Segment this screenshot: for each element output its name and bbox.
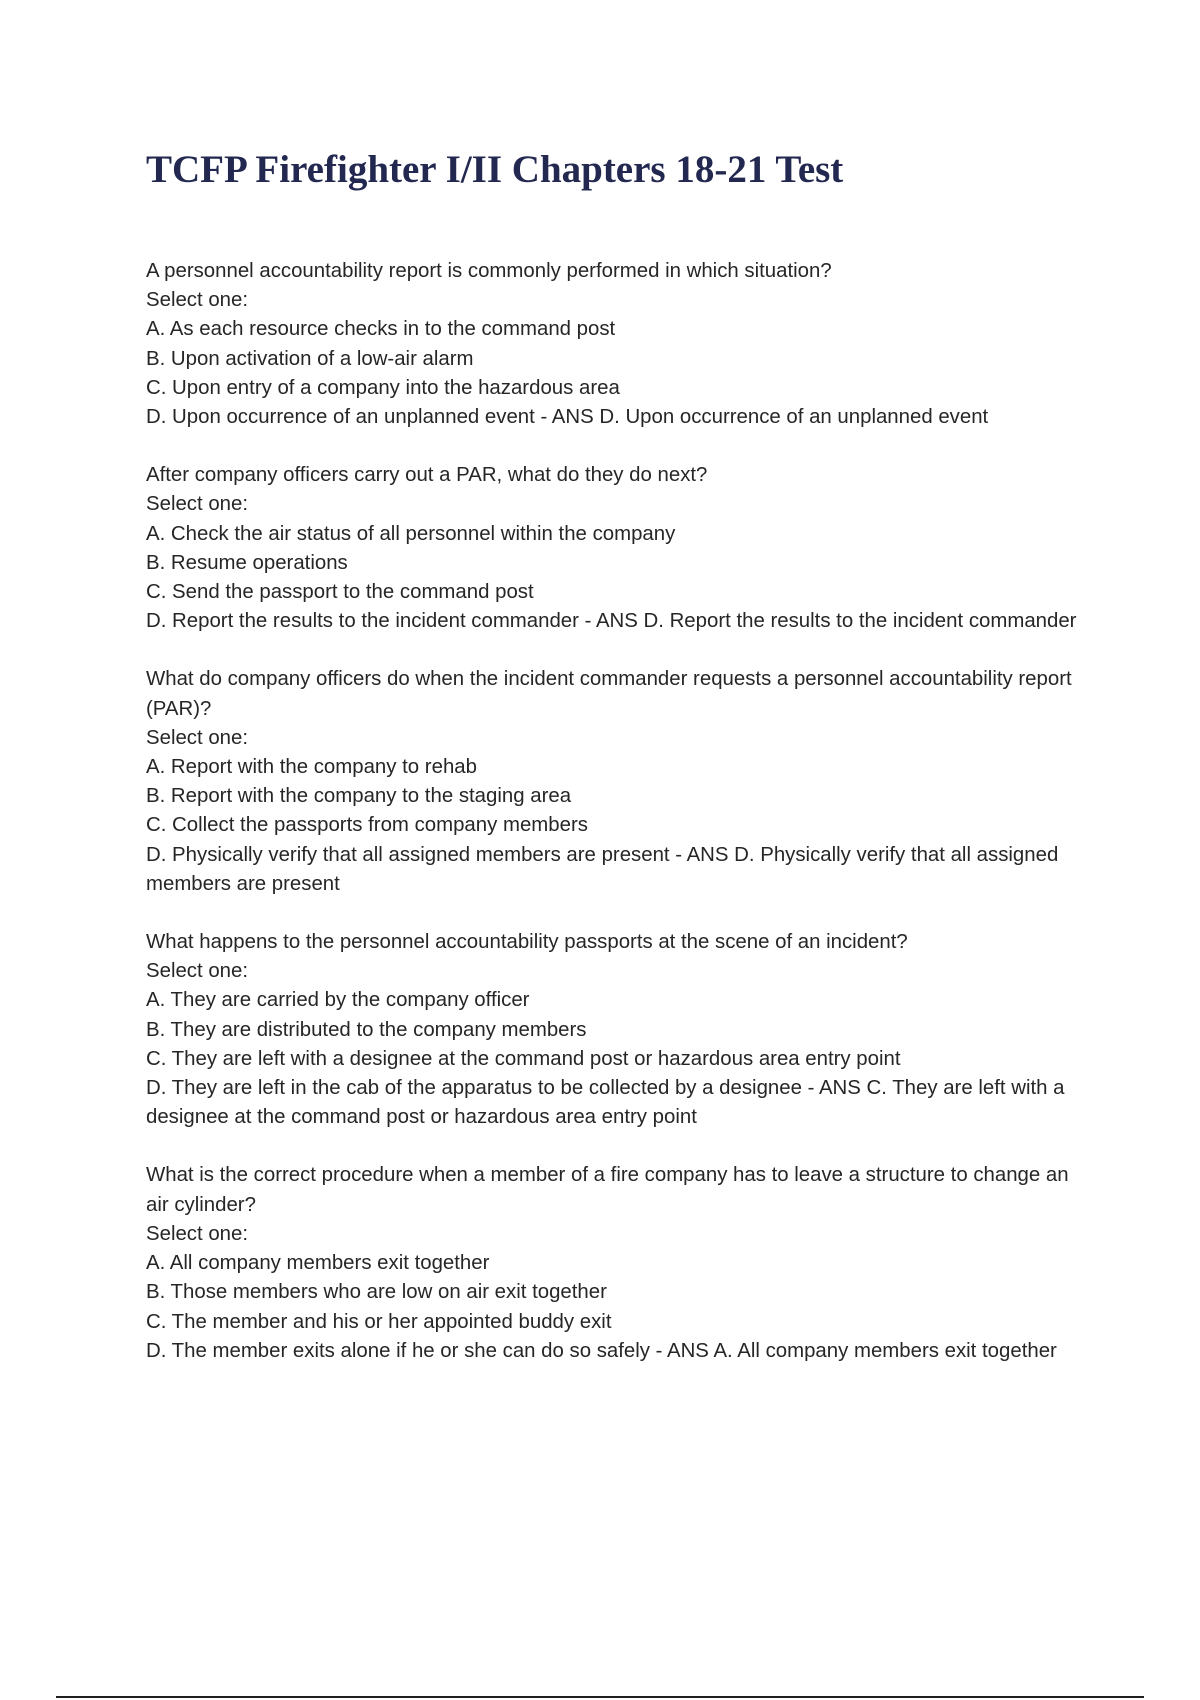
question-item xyxy=(146,1161,1096,1365)
option-a: A. Check the air status of all personnel within the company xyxy=(146,522,676,545)
question-prompt: What happens to the personnel accountability passports at the scene of an incident? xyxy=(146,931,908,954)
option-d-with-answer: D. The member exits alone if he or she can do so safely - ANS A. All company members exit together xyxy=(146,1339,1057,1362)
question-list xyxy=(146,257,1096,1395)
footer-divider xyxy=(56,1696,1144,1698)
question-instruction: Select one: xyxy=(146,493,249,516)
option-c: C. Send the passport to the command post xyxy=(146,581,534,604)
question-item xyxy=(146,461,1096,636)
option-b: B. Those members who are low on air exit together xyxy=(146,1281,607,1304)
option-c: C. Upon entry of a company into the hazardous area xyxy=(146,376,620,399)
option-d-with-answer: D. They are left in the cab of the apparatus to be collected by a designee - ANS C. They are left with a designee at the command post or hazardous area entry point xyxy=(146,1077,1065,1129)
question-prompt: After company officers carry out a PAR, what do they do next? xyxy=(146,464,708,487)
question-item xyxy=(146,257,1096,432)
question-prompt: A personnel accountability report is commonly performed in which situation? xyxy=(146,260,832,282)
question-item xyxy=(146,928,1096,1132)
question-instruction: Select one: xyxy=(146,726,249,749)
question-prompt: What is the correct procedure when a member of a fire company has to leave a structure to change an air cylinder? xyxy=(146,1164,1069,1216)
option-c: C. Collect the passports from company members xyxy=(146,814,588,837)
question-prompt: What do company officers do when the incident commander requests a personnel accountability report (PAR)? xyxy=(146,668,1072,720)
question-instruction: Select one: xyxy=(146,289,249,312)
option-a: A. Report with the company to rehab xyxy=(146,756,477,779)
option-d-with-answer: D. Physically verify that all assigned members are present - ANS D. Physically verify that all assigned members are present xyxy=(146,843,1059,895)
option-b: B. They are distributed to the company members xyxy=(146,1018,587,1041)
option-a: A. They are carried by the company officer xyxy=(146,989,530,1012)
option-d-with-answer: D. Report the results to the incident commander - ANS D. Report the results to the incident commander xyxy=(146,610,1077,633)
option-b: B. Upon activation of a low-air alarm xyxy=(146,347,474,370)
option-c: C. They are left with a designee at the command post or hazardous area entry point xyxy=(146,1047,901,1070)
option-a: A. All company members exit together xyxy=(146,1252,490,1275)
question-instruction: Select one: xyxy=(146,1222,249,1245)
option-c: C. The member and his or her appointed buddy exit xyxy=(146,1310,612,1333)
document-title: TCFP Firefighter I/II Chapters 18-21 Test xyxy=(146,148,844,191)
question-item xyxy=(146,665,1096,899)
question-instruction: Select one: xyxy=(146,960,249,983)
option-b: B. Report with the company to the staging area xyxy=(146,785,572,808)
option-a: A. As each resource checks in to the command post xyxy=(146,318,616,341)
option-d-with-answer: D. Upon occurrence of an unplanned event - ANS D. Upon occurrence of an unplanned event xyxy=(146,406,989,429)
option-b: B. Resume operations xyxy=(146,551,348,574)
